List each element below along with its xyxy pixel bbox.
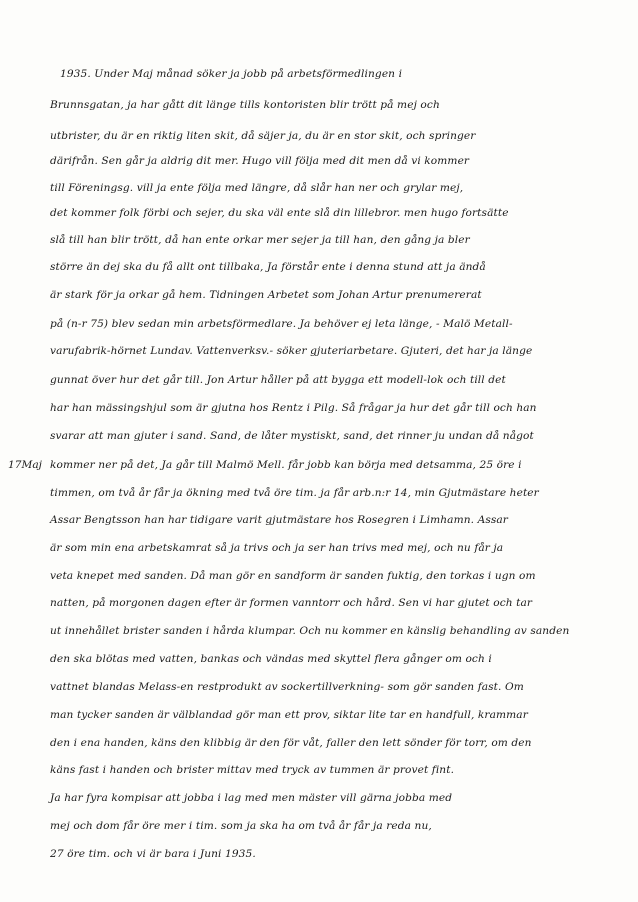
text-line-15: kommer ner på det, Ja går till Malmö Mell. får jobb kan börja med detsamma, 25 öre i (50, 459, 522, 471)
text-line-24: man tycker sanden är välblandad gör man ett prov, siktar lite tar en handfull, krammar (50, 709, 528, 721)
text-line-23: vattnet blandas Melass-en restprodukt av sockertillverkning- som gör sanden fast. Om (50, 681, 524, 693)
text-line-28: mej och dom får öre mer i tim. som ja ska ha om två år får ja reda nu, (50, 820, 432, 832)
text-line-11: varufabrik-hörnet Lundav. Vattenverksv.- söker gjuteriarbetare. Gjuteri, det har ja länge (50, 345, 533, 357)
text-line-6: det kommer folk förbi och sejer, du ska väl ente slå din lillebror. men hugo fortsätte (50, 207, 509, 219)
text-line-29: 27 öre tim. och vi är bara i Juni 1935. (50, 848, 256, 860)
text-line-3: utbrister, du är en riktig liten skit, då säjer ja, du är en stor skit, och springer (50, 130, 476, 142)
text-line-12: gunnat över hur det går till. Jon Artur håller på att bygga ett modell-lok och till det (50, 374, 506, 386)
text-line-2: Brunnsgatan, ja har gått dit länge tills kontoristen blir trött på mej och (50, 99, 440, 111)
text-line-1: 1935. Under Maj månad söker ja jobb på arbetsförmedlingen i (60, 68, 403, 80)
text-line-19: veta knepet med sanden. Då man gör en sandform är sanden fuktig, den torkas i ugn om (50, 570, 536, 582)
text-line-18: är som min ena arbetskamrat så ja trivs och ja ser han trivs med mej, och nu får ja (50, 542, 504, 554)
text-line-17: Assar Bengtsson han har tidigare varit gjutmästare hos Rosegren i Limhamn. Assar (50, 514, 508, 526)
text-line-9: är stark för ja orkar gå hem. Tidningen Arbetet som Johan Artur prenumererat (50, 289, 482, 301)
text-line-27: Ja har fyra kompisar att jobba i lag med men mäster vill gärna jobba med (50, 792, 453, 804)
margin-date: 17Maj (8, 459, 42, 471)
text-line-26: käns fast i handen och brister mittav med tryck av tummen är provet fint. (50, 764, 455, 776)
text-line-13: har han mässingshjul som är gjutna hos Rentz i Pilg. Så frågar ja hur det går till och han (50, 402, 537, 414)
text-line-14: svarar att man gjuter i sand. Sand, de låter mystiskt, sand, det rinner ju undan då något (50, 430, 534, 442)
text-line-22: den ska blötas med vatten, bankas och vändas med skyttel flera gånger om och i (50, 653, 492, 665)
text-line-21: ut innehållet brister sanden i hårda klumpar. Och nu kommer en känslig behandling av sanden (50, 625, 570, 637)
text-line-5: till Föreningsg. vill ja ente följa med längre, då slår han ner och grylar mej, (50, 182, 464, 194)
text-line-10: på (n-r 75) blev sedan min arbetsförmedlare. Ja behöver ej leta länge, - Malö Metall- (50, 318, 513, 330)
text-line-16: timmen, om två år får ja ökning med två öre tim. ja får arb.n:r 14, min Gjutmästare heter (50, 487, 539, 499)
text-line-25: den i ena handen, käns den klibbig är den för våt, faller den lett sönder för torr, om den (50, 737, 532, 749)
text-line-20: natten, på morgonen dagen efter är formen vanntorr och hård. Sen vi har gjutet och tar (50, 597, 533, 609)
text-line-4: därifrån. Sen går ja aldrig dit mer. Hugo vill följa med dit men då vi kommer (50, 155, 470, 167)
text-line-8: större än dej ska du få allt ont tillbaka, Ja förstår ente i denna stund att ja ändå (50, 261, 486, 273)
text-line-7: slå till han blir trött, då han ente orkar mer sejer ja till han, den gång ja bler (50, 234, 470, 246)
